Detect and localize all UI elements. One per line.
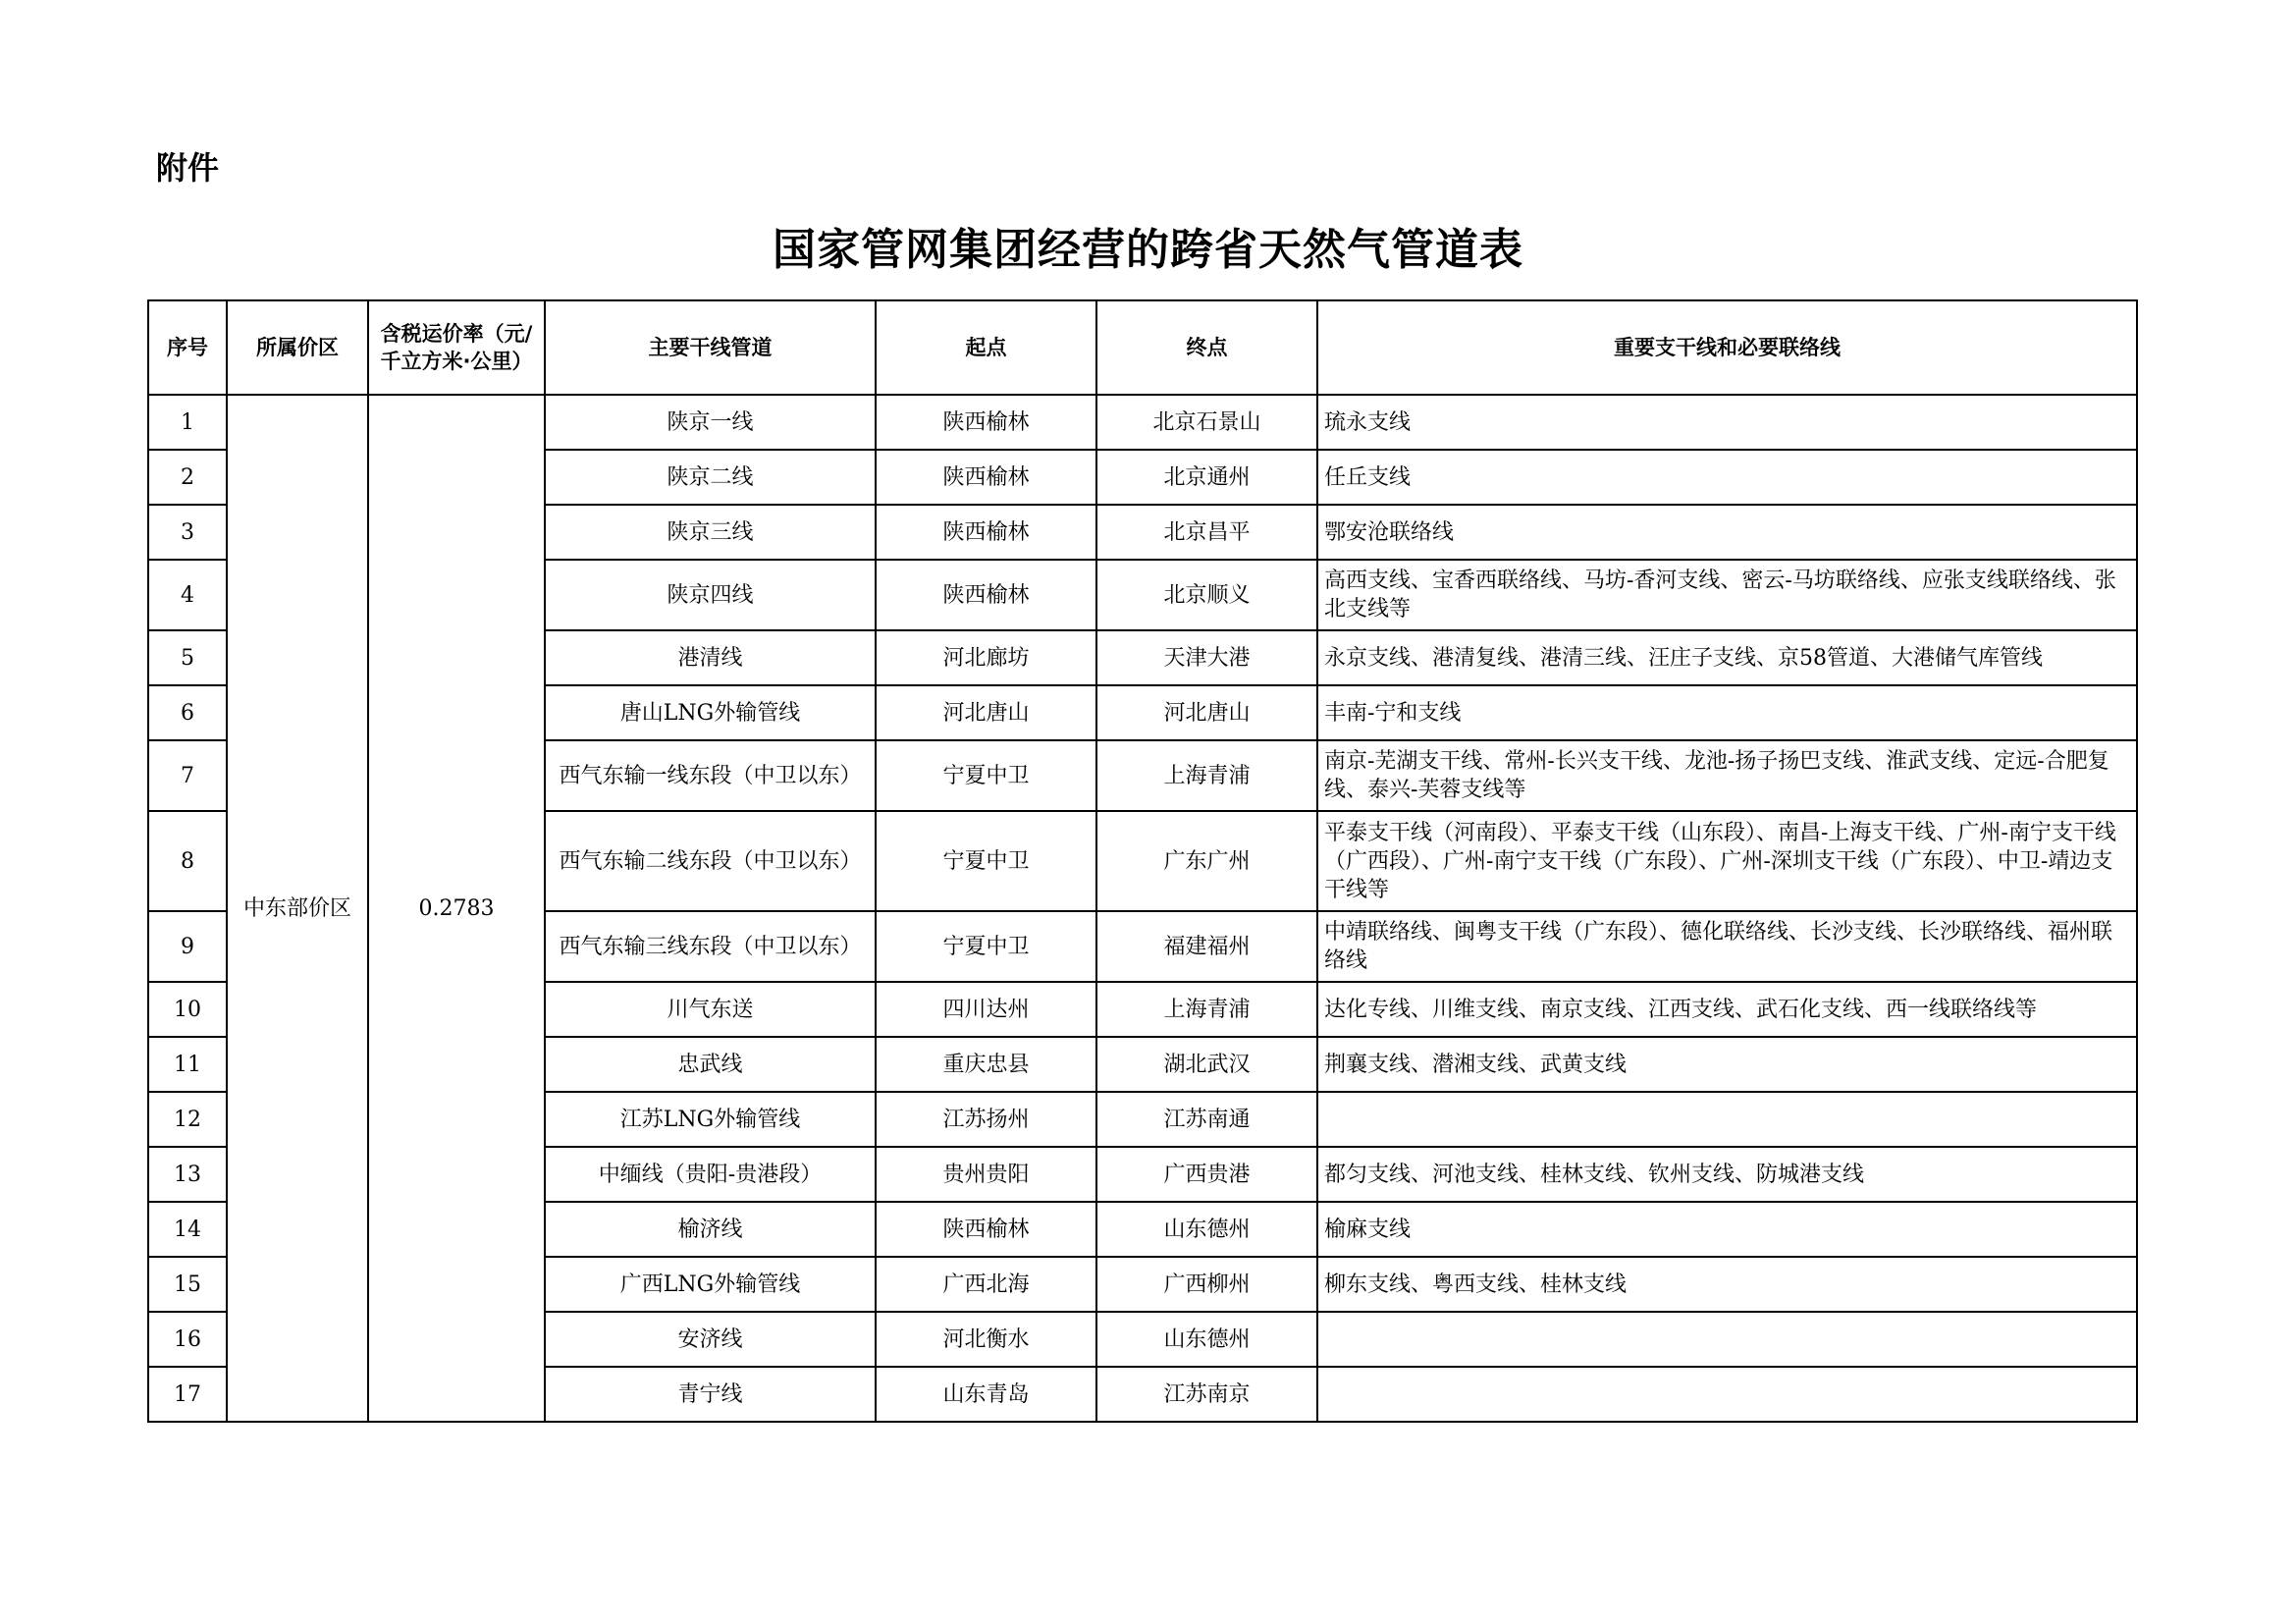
- trunk-cell: 青宁线: [545, 1367, 876, 1422]
- branches-cell: 琉永支线: [1317, 395, 2137, 450]
- branches-cell: 平泰支干线（河南段）、平泰支干线（山东段）、南昌-上海支干线、广州-南宁支干线（广西段）、广州-南宁支干线（广东段）、广州-深圳支干线（广东段）、中卫-靖边支干线等: [1317, 811, 2137, 911]
- row-number: 14: [148, 1202, 227, 1257]
- start-cell: 陕西榆林: [876, 395, 1096, 450]
- header-seq: 序号: [148, 300, 227, 395]
- end-cell: 广西柳州: [1096, 1257, 1317, 1312]
- end-cell: 北京顺义: [1096, 560, 1317, 630]
- trunk-cell: 陕京四线: [545, 560, 876, 630]
- page-title: 国家管网集团经营的跨省天然气管道表: [773, 225, 1523, 275]
- branches-cell: [1317, 1312, 2137, 1367]
- row-number: 10: [148, 982, 227, 1037]
- row-number: 13: [148, 1147, 227, 1202]
- row-number: 16: [148, 1312, 227, 1367]
- row-number: 1: [148, 395, 227, 450]
- attachment-label: 附件: [156, 149, 220, 187]
- rate-cell: 0.2783: [368, 395, 545, 1422]
- branches-cell: 中靖联络线、闽粤支干线（广东段）、德化联络线、长沙支线、长沙联络线、福州联络线: [1317, 911, 2137, 982]
- end-cell: 北京通州: [1096, 450, 1317, 505]
- end-cell: 上海青浦: [1096, 740, 1317, 811]
- trunk-cell: 榆济线: [545, 1202, 876, 1257]
- trunk-cell: 陕京一线: [545, 395, 876, 450]
- start-cell: 宁夏中卫: [876, 740, 1096, 811]
- branches-cell: 柳东支线、粤西支线、桂林支线: [1317, 1257, 2137, 1312]
- start-cell: 河北廊坊: [876, 630, 1096, 685]
- end-cell: 江苏南通: [1096, 1092, 1317, 1147]
- row-number: 17: [148, 1367, 227, 1422]
- branches-cell: 荆襄支线、潜湘支线、武黄支线: [1317, 1037, 2137, 1092]
- end-cell: 北京昌平: [1096, 505, 1317, 560]
- trunk-cell: 西气东输三线东段（中卫以东）: [545, 911, 876, 982]
- row-number: 4: [148, 560, 227, 630]
- branches-cell: 南京-芜湖支干线、常州-长兴支干线、龙池-扬子扬巴支线、淮武支线、定远-合肥复线、泰兴-芙蓉支线等: [1317, 740, 2137, 811]
- row-number: 3: [148, 505, 227, 560]
- header-branches: 重要支干线和必要联络线: [1317, 300, 2137, 395]
- row-number: 2: [148, 450, 227, 505]
- trunk-cell: 陕京三线: [545, 505, 876, 560]
- branches-cell: 高西支线、宝香西联络线、马坊-香河支线、密云-马坊联络线、应张支线联络线、张北支线等: [1317, 560, 2137, 630]
- start-cell: 江苏扬州: [876, 1092, 1096, 1147]
- end-cell: 天津大港: [1096, 630, 1317, 685]
- start-cell: 陕西榆林: [876, 505, 1096, 560]
- end-cell: 广东广州: [1096, 811, 1317, 911]
- trunk-cell: 陕京二线: [545, 450, 876, 505]
- start-cell: 四川达州: [876, 982, 1096, 1037]
- start-cell: 河北唐山: [876, 685, 1096, 740]
- header-rate: 含税运价率（元/千立方米·公里）: [368, 300, 545, 395]
- trunk-cell: 江苏LNG外输管线: [545, 1092, 876, 1147]
- branches-cell: 都匀支线、河池支线、桂林支线、钦州支线、防城港支线: [1317, 1147, 2137, 1202]
- trunk-cell: 广西LNG外输管线: [545, 1257, 876, 1312]
- trunk-cell: 港清线: [545, 630, 876, 685]
- row-number: 7: [148, 740, 227, 811]
- end-cell: 上海青浦: [1096, 982, 1317, 1037]
- trunk-cell: 唐山LNG外输管线: [545, 685, 876, 740]
- branches-cell: [1317, 1092, 2137, 1147]
- row-number: 12: [148, 1092, 227, 1147]
- trunk-cell: 川气东送: [545, 982, 876, 1037]
- start-cell: 贵州贵阳: [876, 1147, 1096, 1202]
- row-number: 11: [148, 1037, 227, 1092]
- branches-cell: [1317, 1367, 2137, 1422]
- end-cell: 北京石景山: [1096, 395, 1317, 450]
- start-cell: 宁夏中卫: [876, 911, 1096, 982]
- end-cell: 湖北武汉: [1096, 1037, 1317, 1092]
- header-row: [148, 300, 2137, 395]
- header-region: 所属价区: [227, 300, 368, 395]
- row-number: 15: [148, 1257, 227, 1312]
- region-cell: 中东部价区: [227, 395, 368, 1422]
- branches-cell: 丰南-宁和支线: [1317, 685, 2137, 740]
- table-row: [148, 395, 2137, 450]
- header-start: 起点: [876, 300, 1096, 395]
- trunk-cell: 中缅线（贵阳-贵港段）: [545, 1147, 876, 1202]
- header-end: 终点: [1096, 300, 1317, 395]
- start-cell: 河北衡水: [876, 1312, 1096, 1367]
- row-number: 6: [148, 685, 227, 740]
- branches-cell: 任丘支线: [1317, 450, 2137, 505]
- branches-cell: 榆麻支线: [1317, 1202, 2137, 1257]
- row-number: 8: [148, 811, 227, 911]
- end-cell: 河北唐山: [1096, 685, 1317, 740]
- row-number: 5: [148, 630, 227, 685]
- trunk-cell: 安济线: [545, 1312, 876, 1367]
- start-cell: 陕西榆林: [876, 560, 1096, 630]
- end-cell: 广西贵港: [1096, 1147, 1317, 1202]
- pipeline-table: [147, 299, 2138, 1423]
- end-cell: 山东德州: [1096, 1202, 1317, 1257]
- start-cell: 宁夏中卫: [876, 811, 1096, 911]
- header-trunk: 主要干线管道: [545, 300, 876, 395]
- trunk-cell: 西气东输一线东段（中卫以东）: [545, 740, 876, 811]
- end-cell: 山东德州: [1096, 1312, 1317, 1367]
- start-cell: 广西北海: [876, 1257, 1096, 1312]
- start-cell: 陕西榆林: [876, 450, 1096, 505]
- trunk-cell: 西气东输二线东段（中卫以东）: [545, 811, 876, 911]
- start-cell: 山东青岛: [876, 1367, 1096, 1422]
- trunk-cell: 忠武线: [545, 1037, 876, 1092]
- start-cell: 陕西榆林: [876, 1202, 1096, 1257]
- branches-cell: 达化专线、川维支线、南京支线、江西支线、武石化支线、西一线联络线等: [1317, 982, 2137, 1037]
- end-cell: 江苏南京: [1096, 1367, 1317, 1422]
- branches-cell: 鄂安沧联络线: [1317, 505, 2137, 560]
- row-number: 9: [148, 911, 227, 982]
- end-cell: 福建福州: [1096, 911, 1317, 982]
- start-cell: 重庆忠县: [876, 1037, 1096, 1092]
- branches-cell: 永京支线、港清复线、港清三线、汪庄子支线、京58管道、大港储气库管线: [1317, 630, 2137, 685]
